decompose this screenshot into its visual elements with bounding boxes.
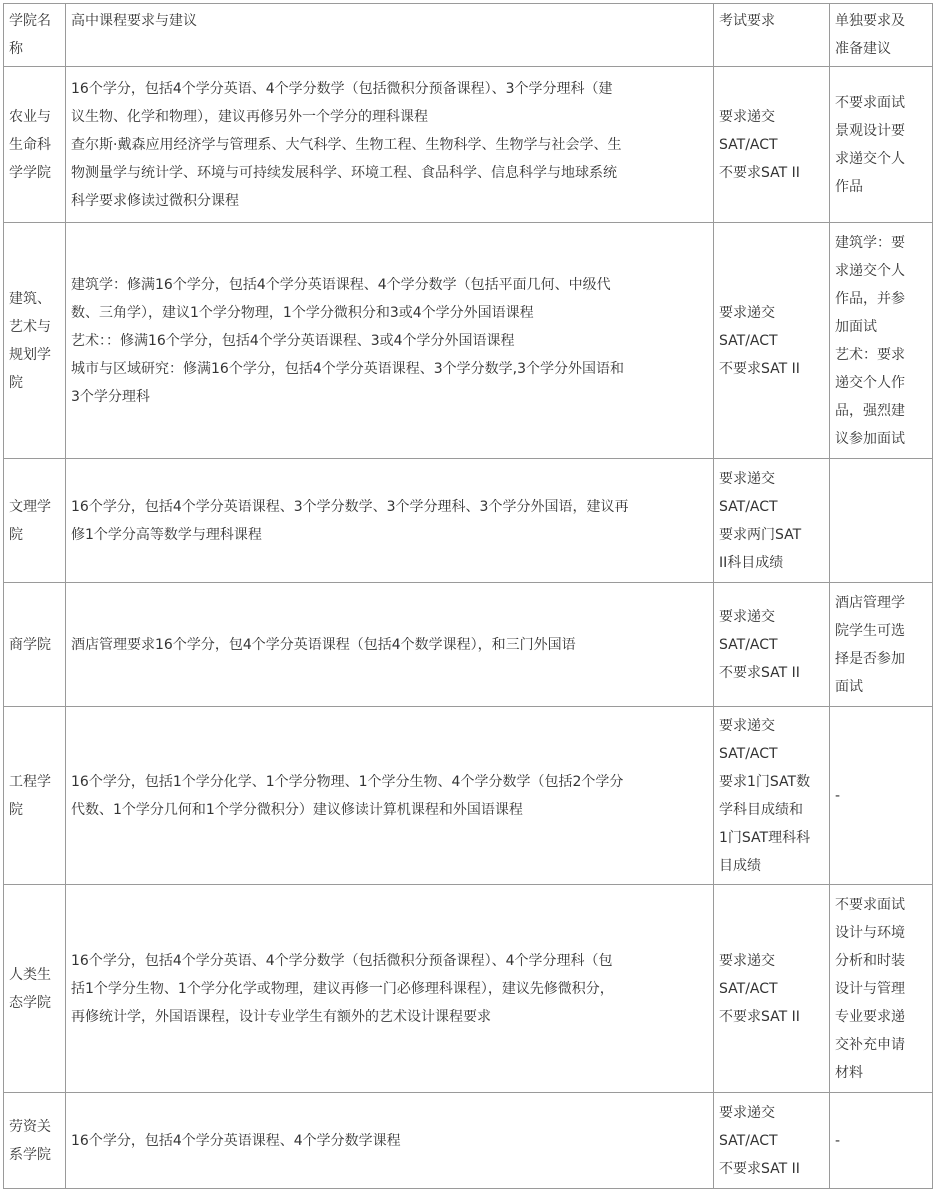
extra-text: 求递交个人 [835,262,905,279]
header-exam-cell [714,4,830,67]
exam-text: 要求两门SAT [719,526,802,543]
courses-cell [66,459,714,583]
exam-cell [714,1093,830,1189]
exam-text: 要求递交 [719,608,775,625]
extra-cell [830,1093,933,1189]
college-text: 劳资关 [9,1118,51,1135]
college-text: 建筑、 [9,290,51,307]
extra-text: 院学生可选 [835,622,905,639]
courses-text: 艺术：：修满16个学分，包括4个学分英语课程、3或4个学分外国语课程 [71,332,515,349]
courses-text: 科学要求修读过微积分课程 [71,192,239,209]
courses-text: 3个学分理科 [71,388,150,405]
header-exam-text: 考试要求 [719,13,775,29]
extra-text: 作品，并参 [835,290,905,307]
college-text: 学学院 [9,164,51,181]
exam-text: SAT/ACT [719,498,778,515]
extra-text: 材料 [835,1064,863,1081]
exam-text: 要求递交 [719,717,775,734]
exam-text: 要求递交 [719,304,775,321]
extra-cell [830,885,933,1093]
college-text: 态学院 [9,994,51,1011]
exam-cell [714,223,830,459]
exam-text: SAT/ACT [719,980,778,997]
exam-text: 要求递交 [719,952,775,969]
exam-text: 不要求SAT II [719,360,800,377]
exam-text: SAT/ACT [719,745,778,762]
courses-text: 修1个学分高等数学与理科课程 [71,526,262,543]
courses-text: 16个学分，包括4个学分英语、4个学分数学（包括微积分预备课程）、4个学分理科（包 [71,952,613,969]
college-text: 艺术与 [9,318,51,335]
extra-cell [830,707,933,885]
table-row [4,459,933,583]
extra-text: 议参加面试 [835,430,905,447]
extra-text: 艺术：要求 [835,346,905,363]
college-text: 商学院 [9,636,51,653]
courses-cell [66,223,714,459]
table-row [4,885,933,1093]
courses-text: 括1个学分生物、1个学分化学或物理，建议再修一门必修理科课程），建议先修微积分， [71,980,614,997]
table-row [4,223,933,459]
exam-text: 学科目成绩和 [719,801,803,818]
extra-text: 设计与管理 [835,980,905,997]
courses-text: 16个学分，包括1个学分化学、1个学分物理、1个学分生物、4个学分数学（包括2个学分 [71,773,624,790]
exam-text: II科目成绩 [719,554,784,571]
courses-text: 数、三角学），建议1个学分物理，1个学分微积分和3或4个学分外国语课程 [71,304,534,321]
college-text: 院 [9,374,23,391]
extra-cell [830,67,933,223]
courses-text: 代数、1个学分几何和1个学分微积分）建议修读计算机课程和外国语课程 [71,801,523,818]
header-college-cell [4,4,66,67]
extra-text: 作品 [835,178,863,195]
college-cell [4,885,66,1093]
courses-cell [66,67,714,223]
courses-text: 酒店管理要求16个学分，包4个学分英语课程（包括4个数学课程），和三门外国语 [71,636,576,653]
header-courses-cell [66,4,714,67]
courses-text: 查尔斯·戴森应用经济学与管理系、大气科学、生物工程、生物科学、生物学与社会学、生 [71,136,622,153]
exam-text: 要求递交 [719,470,775,487]
header-extra-text: 单独要求及 [835,13,905,29]
extra-text: 设计与环境 [835,924,905,941]
extra-text: 景观设计要 [835,122,905,139]
exam-cell [714,583,830,707]
extra-text: - [835,1132,841,1149]
extra-text: 择是否参加 [835,650,905,667]
exam-cell [714,67,830,223]
header-extra-text: 准备建议 [835,41,891,57]
extra-text: 面试 [835,678,863,695]
college-cell [4,707,66,885]
extra-text: 不要求面试 [835,94,905,111]
exam-text: 要求递交 [719,108,775,125]
exam-text: 1门SAT理科科 [719,829,811,846]
extra-text: 不要求面试 [835,896,905,913]
exam-cell [714,707,830,885]
college-cell [4,1093,66,1189]
table-row [4,67,933,223]
college-text: 规划学 [9,346,51,363]
exam-text: 不要求SAT II [719,1008,800,1025]
extra-text: 交补充申请 [835,1036,905,1053]
college-text: 人类生 [9,966,51,983]
courses-text: 16个学分，包括4个学分英语课程、3个学分数学、3个学分理科、3个学分外国语，建议再 [71,498,629,515]
exam-text: SAT/ACT [719,332,778,349]
extra-text: - [835,787,841,804]
college-cell [4,223,66,459]
extra-cell [830,223,933,459]
extra-text: 求递交个人 [835,150,905,167]
courses-text: 建筑学：修满16个学分，包括4个学分英语课程、4个学分数学（包括平面几何、中级代 [71,276,611,293]
extra-cell [830,459,933,583]
extra-text: 加面试 [835,318,877,335]
college-cell [4,583,66,707]
exam-text: 要求递交 [719,1104,775,1121]
college-cell [4,459,66,583]
header-courses-text: 高中课程要求与建议 [71,13,197,29]
college-cell [4,67,66,223]
header-row [4,4,933,67]
header-college-text: 称 [9,41,23,57]
college-text: 农业与 [9,108,51,125]
courses-text: 再修统计学，外国语课程，设计专业学生有额外的艺术设计课程要求 [71,1008,491,1025]
extra-text: 酒店管理学 [835,594,905,611]
extra-text: 分析和时装 [835,952,905,969]
courses-cell [66,1093,714,1189]
college-text: 院 [9,801,23,818]
table-row [4,707,933,885]
courses-cell [66,707,714,885]
college-text: 文理学 [9,498,51,515]
college-text: 院 [9,526,23,543]
exam-text: 不要求SAT II [719,164,800,181]
header-extra-cell [830,4,933,67]
courses-text: 16个学分，包括4个学分英语课程、4个学分数学课程 [71,1132,401,1149]
courses-text: 城市与区域研究：修满16个学分，包括4个学分英语课程、3个学分数学,3个学分外国语和 [71,360,624,377]
exam-text: 不要求SAT II [719,1160,800,1177]
exam-text: SAT/ACT [719,636,778,653]
extra-text: 递交个人作 [835,374,905,391]
extra-text: 建筑学：要 [835,234,905,251]
exam-text: 要求1门SAT数 [719,773,811,790]
courses-cell [66,583,714,707]
extra-text: 专业要求递 [835,1008,905,1025]
college-text: 生命科 [9,136,51,153]
exam-text: SAT/ACT [719,1132,778,1149]
header-college-text: 学院名 [9,13,51,29]
courses-text: 议生物、化学和物理），建议再修另外一个学分的理科课程 [71,108,428,125]
table-row [4,583,933,707]
college-text: 系学院 [9,1146,51,1163]
courses-text: 物测量学与统计学、环境与可持续发展科学、环境工程、食品科学、信息科学与地球系统 [71,164,617,181]
college-text: 工程学 [9,773,51,790]
exam-cell [714,885,830,1093]
exam-cell [714,459,830,583]
extra-text: 品，强烈建 [835,402,905,419]
courses-text: 16个学分，包括4个学分英语、4个学分数学（包括微积分预备课程）、3个学分理科（建 [71,80,613,97]
table-row [4,1093,933,1189]
courses-cell [66,885,714,1093]
exam-text: 目成绩 [719,857,761,874]
exam-text: 不要求SAT II [719,664,800,681]
admission-requirements-table [3,3,933,1189]
exam-text: SAT/ACT [719,136,778,153]
extra-cell [830,583,933,707]
